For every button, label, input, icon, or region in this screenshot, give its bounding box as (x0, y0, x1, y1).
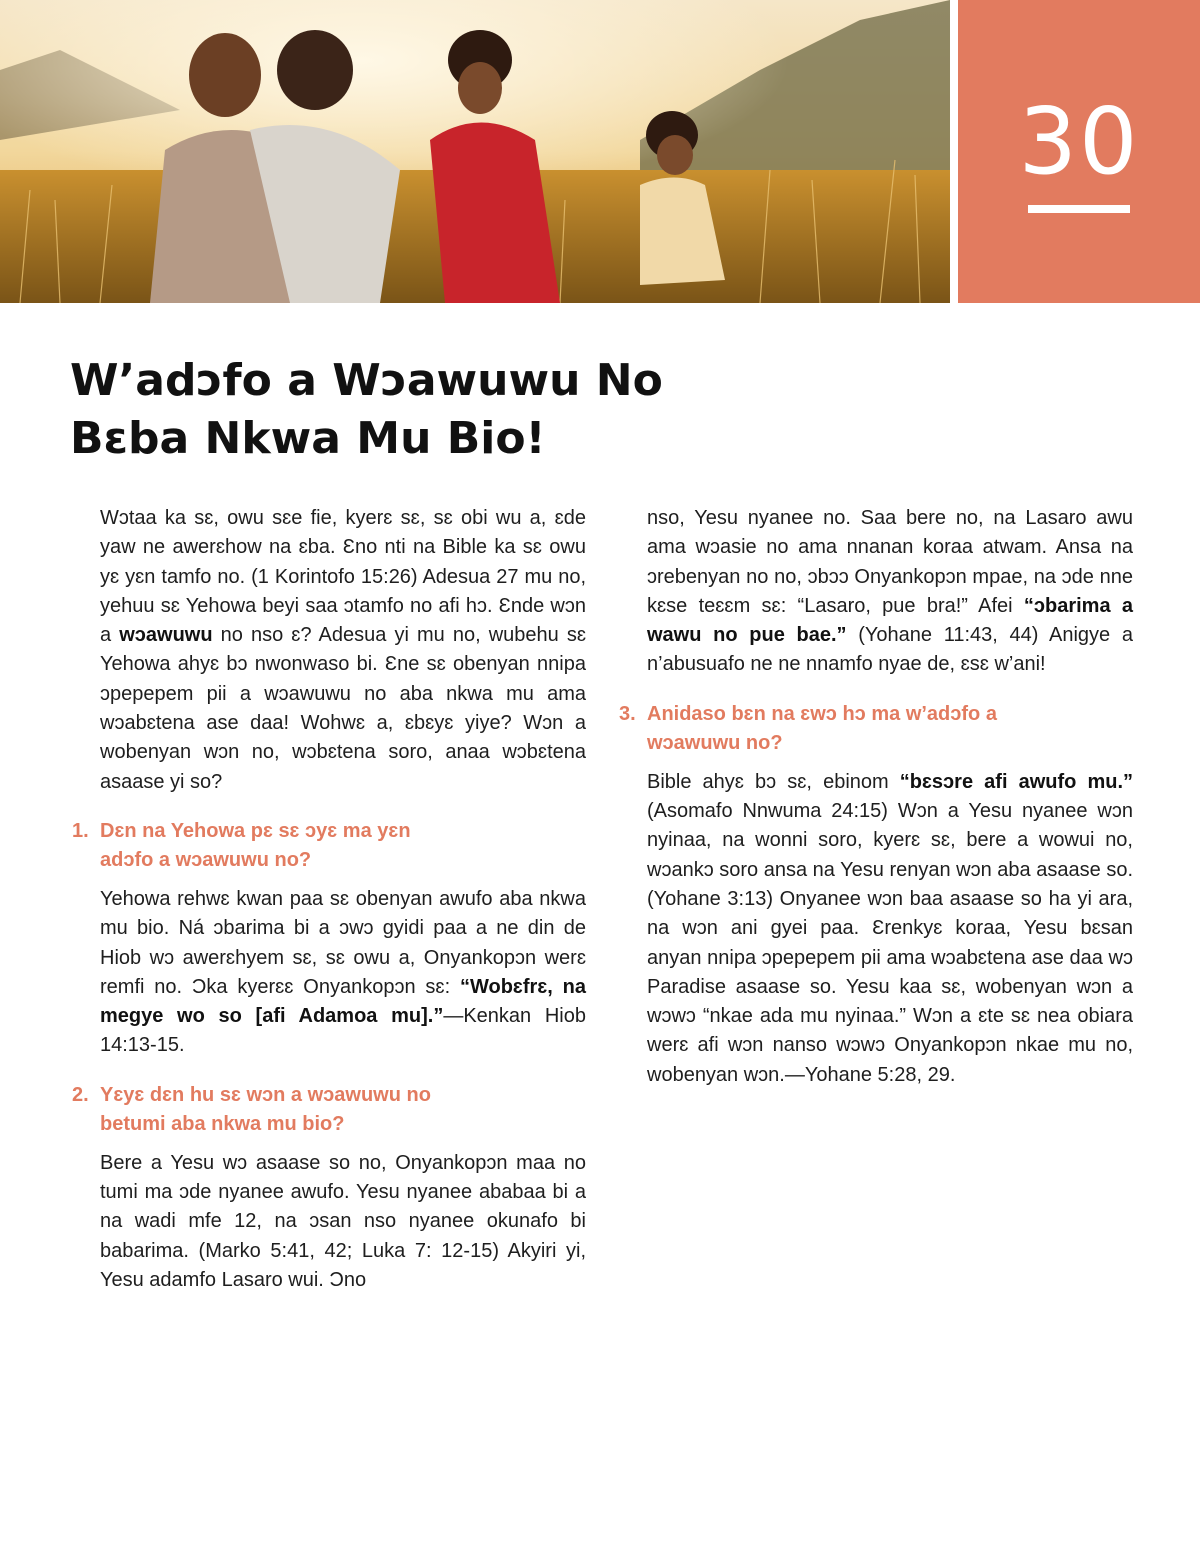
question-3-number: 3. (619, 702, 636, 725)
title-line-2: Bɛba Nkwa Mu Bio! (70, 413, 546, 464)
left-column (72, 504, 586, 1295)
answer-2-part-2: nso, Yesu nyanee no. Saa bere no, na Lasaro awu ama wɔasie no ama nnanan koraa atwam. Ansa na ɔrebenyan no no, ɔbɔɔ Onyankopɔn mpae, na ɔde nne kɛse teɛɛm sɛ: “Lasaro, pue bra!” Afei “ɔbarima a wawu no pue bae.” (Yohane 11:43, 44) Anigye a n’abusuafo ne ne nnamfo nyae de, ɛsɛ w’ani! (647, 507, 1133, 676)
title-line-1: W’adɔfo a Wɔawuwu No (70, 355, 663, 406)
hero-photo (0, 0, 950, 303)
answer-1: Yehowa rehwɛ kwan paa sɛ obenyan awufo aba nkwa mu bio. Ná ɔbarima bi a ɔwɔ gyidi paa a ne din de Hiob wɔ awerɛhyem sɛ, sɛ owu a, Onyankopɔn werɛ remfi no. Ɔka kyerɛɛ Onyankopɔn sɛ: “Wobɛfrɛ, na megye wo so [afi Adamoa mu].”—Kenkan Hiob 14:13-15. (100, 887, 586, 1057)
answer-3: Bible ahyɛ bɔ sɛ, ebinom “bɛsɔre afi awufo mu.” (Asomafo Nnwuma 24:15) Wɔn a Yesu nyanee wɔn nyinaa, na wonni soro, kyerɛ sɛ, bere a wowui no, wɔankɔ soro ansa na Yesu renyan wɔn aba asaase so. (Yohane 3:13) Onyanee wɔn baa asaase so ha yi ara, na wɔn ani gyei paa. Ɛrenkyɛ koraa, Yesu bɛsan anyan nnipa ɔpepepem pii ama wɔabɛtena ase daa wɔ Paradise asaase so. Yesu kaa sɛ, wobenyan wɔn a wɔwɔ “nkae ada mu nyinaa.” Wɔn a ɛte sɛ nea obiara werɛ afi wɔn nanso wɔwɔ Onyankopɔn nkae mu no, wobenyan wɔn.—Yohane 5:28, 29. (647, 770, 1133, 1086)
question-1: 1. Dɛn na Yehowa pɛ sɛ ɔyɛ ma yɛn adɔfo a wɔawuwu no? (100, 817, 586, 875)
answer-3-quote: “bɛsɔre afi awufo mu.” (899, 770, 1133, 793)
question-2: 2. Yɛyɛ dɛn hu sɛ wɔn a wɔawuwu no betumi aba nkwa mu bio? (100, 1081, 586, 1139)
lesson-title (70, 352, 770, 468)
question-2-number: 2. (72, 1083, 89, 1106)
answer-1-quote: “Wobɛfrɛ, na megye wo so [afi Adamoa mu].” (100, 975, 586, 1028)
right-column (619, 504, 1133, 1090)
intro-paragraph: Wɔtaa ka sɛ, owu sɛe fie, kyerɛ sɛ, sɛ obi wu a, ɛde yaw ne awerɛhow na ɛba. Ɛno nti na Bible ka sɛ owu yɛ yɛn tamfo no. (1 Korintofo 15:26) Adesua 27 mu no, yehuu sɛ Yehowa beyi saa ɔtamfo no afi hɔ. Ɛnde wɔn a wɔawuwu no nso ɛ? Adesua yi mu no, wubehu sɛ Yehowa ahyɛ bɔ nwonwaso bi. Ɛne sɛ obenyan nnipa ɔpepepem pii a wɔawuwu no aba nkwa mu ama wɔabɛtena ase daa! Wohwɛ a, ɛbɛyɛ yiye? Wɔn a wobenyan wɔn no, wɔbɛtena soro, anaa wɔbɛtena asaase yi so? (100, 507, 586, 793)
lesson-badge (958, 0, 1200, 303)
question-3: 3. Anidaso bɛn na ɛwɔ hɔ ma w’adɔfo a wɔawuwu no? (647, 700, 1133, 758)
lesson-number: 30 (1018, 88, 1140, 195)
question-1-number: 1. (72, 819, 89, 842)
intro-bold: wɔawuwu (119, 624, 213, 647)
lesson-number-underline (1028, 205, 1130, 213)
answer-2-part-1: Bere a Yesu wɔ asaase so no, Onyankopɔn maa no tumi ma ɔde nyanee awufo. Yesu nyanee ababaa bi a na wadi mfe 12, na ɔsan nso nyanee okunafo bi babarima. (Marko 5:41, 42; Luka 7: 12-15) Akyiri yi, Yesu adamfo Lasaro wui. Ɔno (100, 1151, 586, 1291)
answer-2-quote: “ɔbarima a wawu no pue bae.” (647, 594, 1133, 647)
